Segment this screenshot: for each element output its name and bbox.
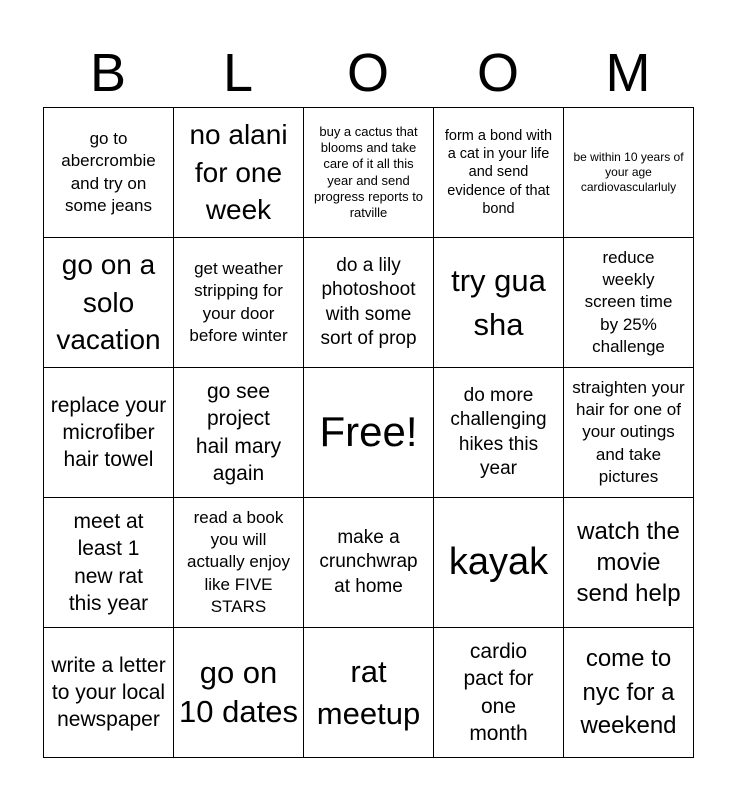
bingo-cell[interactable]: be within 10 years of your age cardiovascularluly — [564, 108, 694, 238]
bingo-cell[interactable]: rat meetup — [304, 628, 434, 758]
bingo-cell[interactable]: try gua sha — [434, 238, 564, 368]
bingo-cell[interactable]: go to abercrombie and try on some jeans — [44, 108, 174, 238]
bingo-cell[interactable]: cardio pact for one month — [434, 628, 564, 758]
bingo-cell[interactable]: meet at least 1 new rat this year — [44, 498, 174, 628]
header-letter-o-1: O — [346, 43, 389, 103]
bingo-cell[interactable]: go on 10 dates — [174, 628, 304, 758]
bingo-cell[interactable]: no alani for one week — [174, 108, 304, 238]
bingo-cell[interactable]: watch the movie send help — [564, 498, 694, 628]
bingo-cell[interactable]: get weather stripping for your door before winter — [174, 238, 304, 368]
bingo-cell[interactable]: make a crunchwrap at home — [304, 498, 434, 628]
bingo-cell[interactable]: buy a cactus that blooms and take care of it all this year and send progress reports to ratville — [304, 108, 434, 238]
bingo-cell[interactable]: go see project hail mary again — [174, 368, 304, 498]
header-letter-b: B — [89, 43, 127, 103]
bingo-cell[interactable]: write a letter to your local newspaper — [44, 628, 174, 758]
bingo-cell[interactable]: reduce weekly screen time by 25% challenge — [564, 238, 694, 368]
header-letter-l: L — [222, 43, 254, 103]
bingo-cell[interactable]: do more challenging hikes this year — [434, 368, 564, 498]
bingo-cell[interactable]: come to nyc for a weekend — [564, 628, 694, 758]
bingo-cell[interactable]: read a book you will actually enjoy like FIVE STARS — [174, 498, 304, 628]
header-letter-o-2: O — [476, 43, 519, 103]
free-space-cell[interactable]: Free! — [304, 368, 434, 498]
bingo-cell[interactable]: straighten your hair for one of your outings and take pictures — [564, 368, 694, 498]
bingo-cell[interactable]: go on a solo vacation — [44, 238, 174, 368]
bingo-board — [43, 107, 694, 758]
bingo-header — [43, 38, 693, 108]
bingo-cell[interactable]: form a bond with a cat in your life and send evidence of that bond — [434, 108, 564, 238]
header-letter-m: M — [605, 43, 651, 103]
bingo-cell[interactable]: do a lily photoshoot with some sort of prop — [304, 238, 434, 368]
bingo-cell[interactable]: replace your microfiber hair towel — [44, 368, 174, 498]
bingo-cell[interactable]: kayak — [434, 498, 564, 628]
